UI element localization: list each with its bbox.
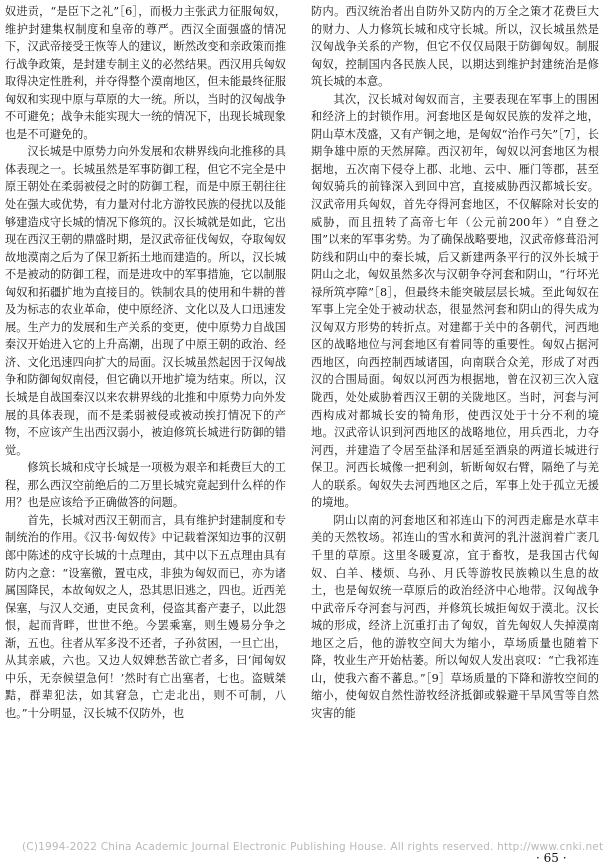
left-paragraph-3: 修筑长城和戍守长城是一项极为艰辛和耗费巨大的工程，那么西汉空前绝后的二万里长城究竟起到什么样的作用？也是应该给予正确做答的问题。	[5, 461, 286, 510]
right-paragraph-3: 阴山以南的河套地区和祁连山下的河西走廊是水草丰美的天然牧场。祁连山的雪水和黄河的乳汁滋润着广袤几千里的草原。这里冬暖夏凉，宜于畜牧，是我国古代匈奴、白羊、楼烦、乌孙、月氏等游牧民族赖以生息的故土，也是匈奴统一草原后的政治经济中心地带。汉匈战争中武帝斥夺河套与河西，并修筑长城拒匈奴于漠北。汉长城的形成，经济上沉重打击了匈奴，首先匈奴人失掉漠南地区之后，他的游牧空间大为缩小，草场质量也随着下降，牧业生产开始枯萎。所以匈奴人发出哀叹：“亡我祁连山，使我六畜不蕃息。”［9］草场质量的下降和游牧空间的缩小，使匈奴自然性游牧经济抵御或躲避干旱风雪等自然灾害的能	[311, 513, 599, 720]
left-paragraph-4: 首先，长城对西汉王朝而言，具有维护封建制度和专制统治的作用。《汉书·匈奴传》中记载着深知边事的汉朝郎中陈述的戍守长城的十点理由，其中以下五点理由具有防内之意：“设塞徼，置屯戍，非独为匈奴而已，亦为诸属国降民，本故匈奴之人，恐其思旧逃之，四也。近西羌保塞，与汉人交通，吏民贪利，侵盗其畜产妻子，以此怨恨，起而背畔，世世不绝。今罢乘塞，则生嫚易分争之渐，五也。往者从军多没不还者，子孙贫困，一旦亡出，从其亲戚，六也。又边人奴婢愁苦欲亡者多，曰‘闻匈奴中乐，无奈候望急何！’然时有亡出塞者，七也。盗贼桀黠，群辈犯法，如其窘急，亡走北出，则不可制，八也。”十分明显，汉长城不仅防外，也	[5, 513, 286, 720]
left-column	[5, 3, 286, 722]
left-paragraph-1: 奴进贡，“是臣下之礼”［6］，而极力主张武力征服匈奴，维护封建集权制度和皇帝的尊严。西汉全面强盛的情况下，汉武帝接受王恢等人的建议，断然改变和亲政策而推行战争政策，是封建专制主义的必然结果。西汉用兵匈奴取得决定性胜利，并夺得整个漠南地区，但未能最终征服匈奴和实现中原与草原的大一统。所以，当时的汉匈战争不可避免；战争未能实现大一统的情况下，出现长城现象也是不可避免的。	[5, 5, 286, 141]
page-number: · 65 ·	[536, 851, 567, 865]
right-paragraph-2: 其次，汉长城对匈奴而言，主要表现在军事上的围困和经济上的封锁作用。河套地区是匈奴民族的发祥之地，阴山草木茂盛，又有产铜之地，是匈奴“治作弓矢”［7］，长期争雄中原的天然屏障。西汉初年，匈奴以河套地区为根据地，五次南下侵夺上郡、北地、云中、雁门等郡，甚至匈奴骑兵的前锋深入到回中宫，直接威胁西汉都城长安。汉武帝用兵匈奴，首先夺得河套地区，不仅解除对长安的威胁，而且扭转了高帝七年（公元前200年）“自登之围”以来的军事劣势。为了确保战略要地，汉武帝修葺沿河防线和阴山中的秦长城，后又新建两条平行的汉外长城于阴山之北，匈奴虽然多次与汉朝争夺河套和阴山，“行坏光禄所筑亭障”［8］，但最终未能突破层层长城。至此匈奴在军事上完全处于被动状态，很显然河套和阴山的得失成为汉匈双方形势的转折点。对建都于关中的各朝代，河西地区的战略地位与河套地区有着同等的重要性。匈奴占据河西地区，向西控制西域诸国，向南联合众羌，形成了对西汉的合围局面。匈奴以河西为根据地，曾在汉初三次入寇陇西，处处威胁着西汉王朝的关陇地区。当时，河套与河西构成对都城长安的犄角形，使西汉处于十分不利的境地。汉武帝认识到河西地区的战略地位，用兵西北，力夺河西，并建造了令居至盐泽和居延至酒泉的两道长城进行保卫。河西长城像一把利剑，斩断匈奴右臂，隔绝了与羌人的联系。匈奴失去河西地区之后，军事上处于孤立无援的境地。	[311, 92, 599, 510]
left-paragraph-2: 汉长城是中原势力向外发展和农耕界线向北推移的具体表现之一。长城虽然是军事防御工程，但它不完全是中原王朝处在柔弱被侵之时的防御工程，而是中原王朝往往处在强大或优势，有力量对付北方游牧民族的侵扰以及能够建造戍守长城的情况下修筑的。汉长城就是如此，它出现在西汉王朝的鼎盛时期，是汉武帝征伐匈奴，夺取匈奴故地漠南之后为了保卫新拓土地而建造的。所以，汉长城不是被动的防御工程，而是进攻中的军事措施，它以制服匈奴和拓疆扩地为直接目的。铁制农具的使用和牛耕的普及为标志的农业革命，使中原经济、文化以及人口迅速发展。生产力的发展和生产关系的变更，使中原势力自战国秦汉开始进入它的上升高潮，出现了中原王朝的政治、经济、文化迅速四向扩大的局面。汉长城虽然起因于汉匈战争和防御匈奴南侵，但它确以开地扩境为结束。所以，汉长城是自战国秦汉以来农耕界线的北推和中原势力向外发展的具体表现，而不是柔弱被侵或被动挨打情况下的产物，不应该产生出西汉弱小，被迫修筑长城进行防御的错觉。	[5, 145, 286, 457]
copyright-watermark: (C)1994-2022 China Academic Journal Electronic Publishing House. All rights reserved. http://www.cnki.net	[22, 841, 604, 853]
right-paragraph-1: 防内。西汉统治者出自防外又防内的万全之策才花费巨大的财力、人力修筑长城和戍守长城。所以，汉长城虽然是汉匈战争关系的产物，但它不仅仅局限于防御匈奴。制服匈奴，控制国内各民族人民，以期达到维护封建统治是修筑长城的本意。	[311, 5, 599, 89]
right-column	[311, 3, 599, 722]
